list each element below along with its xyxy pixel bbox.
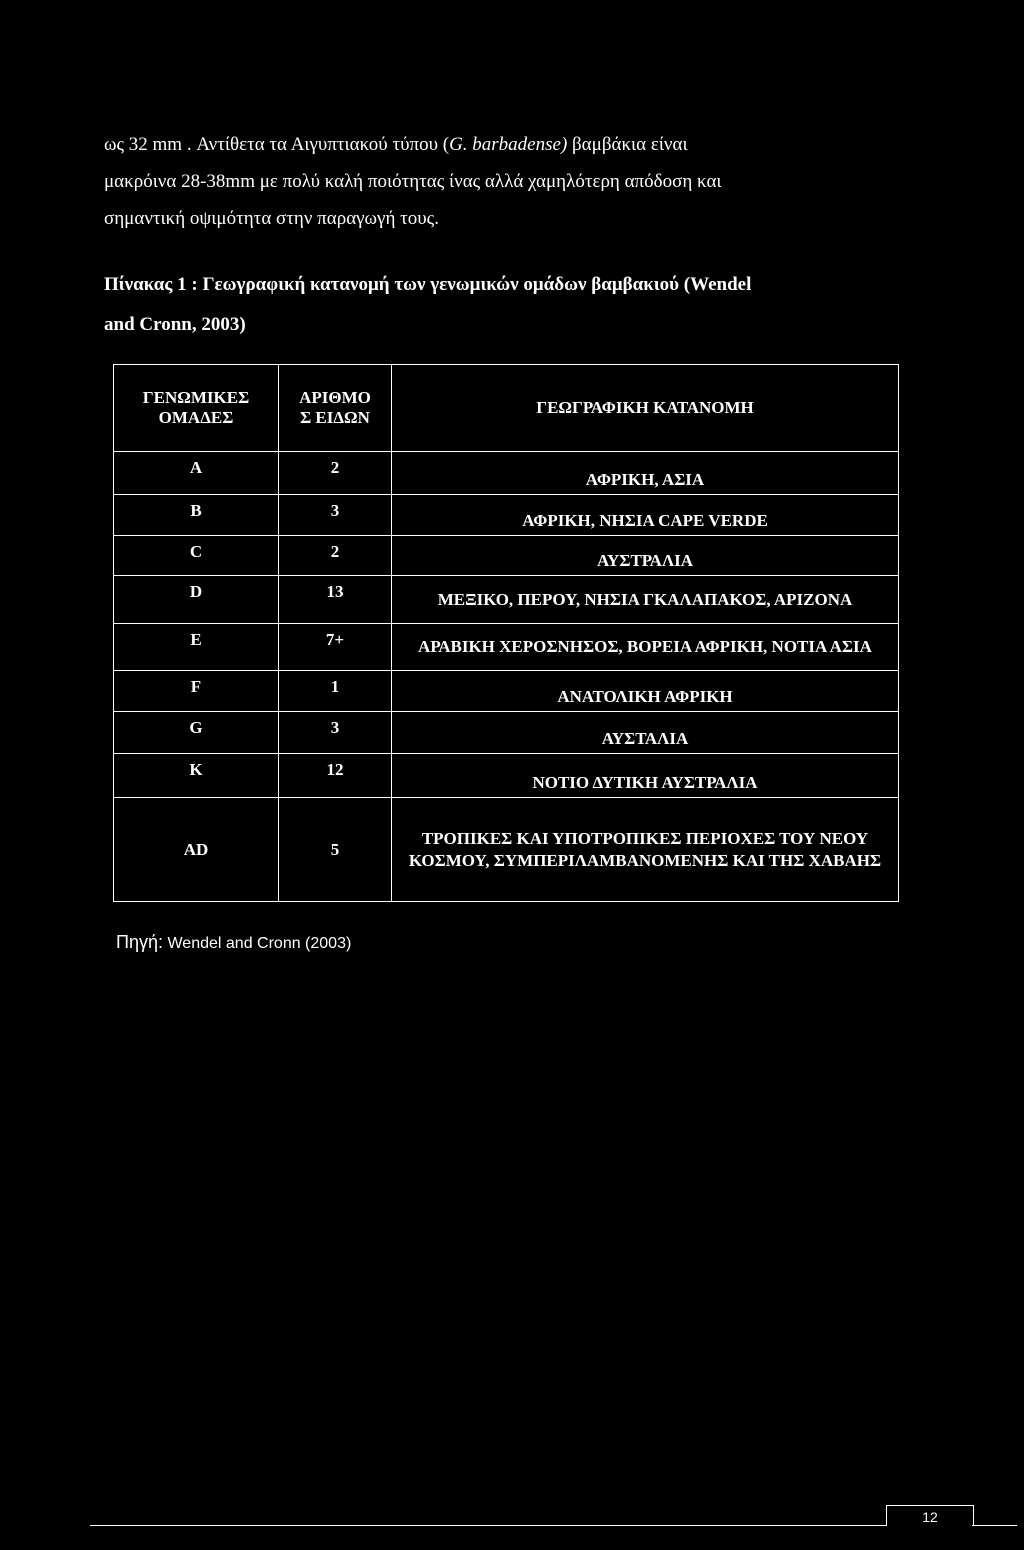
body-paragraph bbox=[104, 126, 924, 237]
header-geographic-distribution: ΓΕΩΓΡΑΦΙΚΗ ΚΑΤΑΝΟΜΗ bbox=[392, 365, 899, 452]
cell-distribution: ΜΕΞΙΚΟ, ΠΕΡΟΥ, ΝΗΣΙΑ ΓΚΑΛΑΠΑΚΟΣ, ΑΡΙΖΟΝΑ bbox=[392, 576, 899, 624]
cell-count: 12 bbox=[279, 754, 392, 798]
genome-distribution-table bbox=[113, 364, 899, 902]
caption-line-1: Πίνακας 1 : Γεωγραφική κατανομή των γενωμικών ομάδων βαμβακιού (Wendel bbox=[104, 274, 752, 295]
table-caption bbox=[104, 265, 934, 345]
cell-distribution: ΑΦΡΙΚΗ, ΝΗΣΙΑ CAPE VERDE bbox=[392, 495, 899, 536]
paragraph-line-1: ως 32 mm . Αντίθετα τα Αιγυπτιακού τύπου (G. barbadense) βαμβάκια είναι bbox=[104, 134, 688, 155]
cell-group: C bbox=[114, 536, 279, 576]
cell-count: 1 bbox=[279, 671, 392, 712]
cell-count: 7+ bbox=[279, 624, 392, 671]
table-row bbox=[114, 495, 899, 536]
cell-distribution: ΑΝΑΤΟΛΙΚΗ ΑΦΡΙΚΗ bbox=[392, 671, 899, 712]
cell-group: B bbox=[114, 495, 279, 536]
page-number: 12 bbox=[886, 1505, 974, 1526]
cell-distribution: ΝΟΤΙΟ ΔΥΤΙΚΗ ΑΥΣΤΡΑΛΙΑ bbox=[392, 754, 899, 798]
cell-distribution: ΑΥΣΤΡΑΛΙΑ bbox=[392, 536, 899, 576]
table-row bbox=[114, 712, 899, 754]
cell-count: 2 bbox=[279, 536, 392, 576]
table-row bbox=[114, 798, 899, 902]
table-row bbox=[114, 671, 899, 712]
header-species-count: ΑΡΙΘΜΟ Σ ΕΙΔΩΝ bbox=[279, 365, 392, 452]
table-row bbox=[114, 536, 899, 576]
footer-rule-right bbox=[972, 1525, 1017, 1526]
cell-group: K bbox=[114, 754, 279, 798]
cell-distribution: ΑΡΑΒΙΚΗ ΧΕΡΟΣΝΗΣΟΣ, ΒΟΡΕΙΑ ΑΦΡΙΚΗ, ΝΟΤΙΑ ΑΣΙΑ bbox=[392, 624, 899, 671]
cell-count: 3 bbox=[279, 712, 392, 754]
caption-line-2: and Cronn, 2003) bbox=[104, 314, 246, 335]
table-row bbox=[114, 576, 899, 624]
paragraph-line-3: σημαντική οψιμότητα στην παραγωγή τους. bbox=[104, 208, 439, 229]
cell-count: 13 bbox=[279, 576, 392, 624]
cell-distribution: ΑΥΣΤΑΛΙΑ bbox=[392, 712, 899, 754]
cell-group: AD bbox=[114, 798, 279, 902]
table-source: Πηγή: Wendel and Cronn (2003) bbox=[116, 932, 352, 952]
table-row bbox=[114, 452, 899, 495]
header-genomic-groups: ΓΕΝΩΜΙΚΕΣ ΟΜΑΔΕΣ bbox=[114, 365, 279, 452]
cell-distribution: ΑΦΡΙΚΗ, ΑΣΙΑ bbox=[392, 452, 899, 495]
table-row bbox=[114, 624, 899, 671]
cell-group: G bbox=[114, 712, 279, 754]
cell-group: A bbox=[114, 452, 279, 495]
table-header-row bbox=[114, 365, 899, 452]
table-row bbox=[114, 754, 899, 798]
cell-group: F bbox=[114, 671, 279, 712]
cell-count: 3 bbox=[279, 495, 392, 536]
footer-rule bbox=[90, 1525, 886, 1526]
cell-group: D bbox=[114, 576, 279, 624]
cell-group: E bbox=[114, 624, 279, 671]
paragraph-line-2: μακρόινα 28-38mm με πολύ καλή ποιότητας ίνας αλλά χαμηλότερη απόδοση και bbox=[104, 171, 722, 192]
cell-count: 2 bbox=[279, 452, 392, 495]
cell-count: 5 bbox=[279, 798, 392, 902]
cell-distribution: ΤΡΟΠΙΚΕΣ ΚΑΙ ΥΠΟΤΡΟΠΙΚΕΣ ΠΕΡΙΟΧΕΣ ΤΟΥ ΝΕΟΥ ΚΟΣΜΟΥ, ΣΥΜΠΕΡΙΛΑΜΒΑΝΟΜΕΝΗΣ ΚΑΙ ΤΗΣ ΧΑΒΑΗΣ bbox=[392, 798, 899, 902]
